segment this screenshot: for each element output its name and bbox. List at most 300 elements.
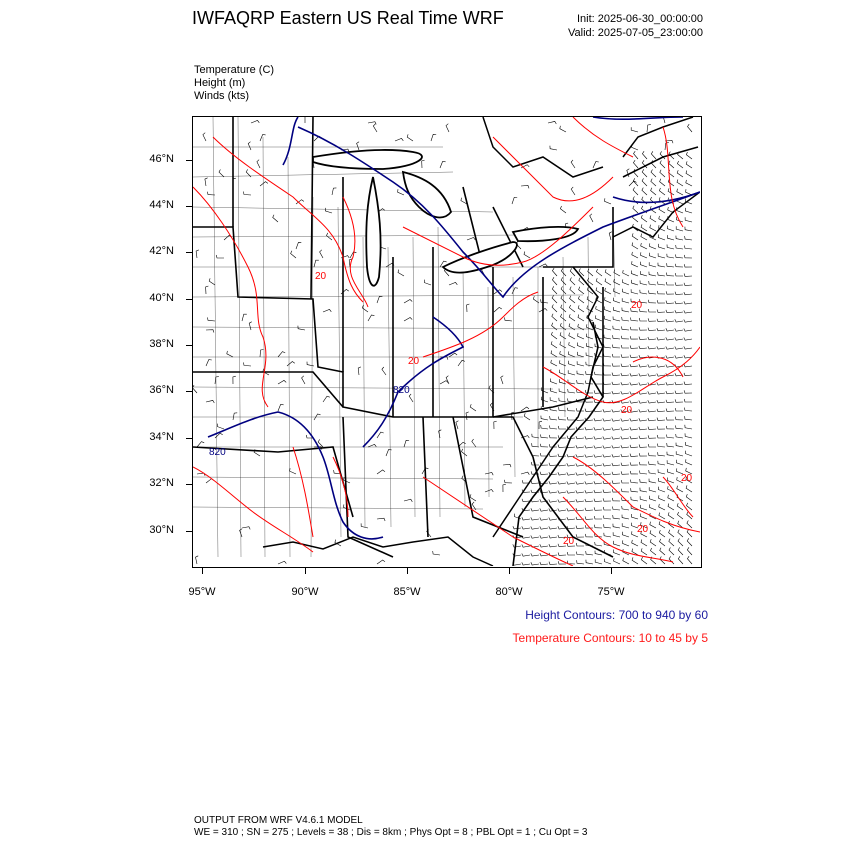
wind-barb — [531, 562, 539, 565]
wind-barb — [677, 180, 683, 187]
wind-barb — [659, 513, 665, 519]
wind-barb — [549, 518, 557, 521]
wind-barb — [685, 433, 692, 438]
wind-barb — [549, 562, 557, 565]
wind-barb — [503, 464, 511, 467]
wind-barb — [585, 490, 593, 493]
wind-barb — [658, 272, 665, 276]
wind-barb — [630, 471, 638, 474]
wind-barb — [540, 518, 548, 521]
wind-barb — [630, 480, 638, 483]
wind-barb — [612, 428, 620, 431]
wind-barb — [531, 527, 539, 530]
wind-barb — [687, 521, 692, 529]
wind-barb — [660, 179, 665, 186]
wind-barb — [576, 482, 584, 485]
wind-barb — [648, 400, 656, 403]
wind-barb — [568, 370, 575, 375]
wind-barb — [641, 234, 647, 240]
wind-barb — [621, 471, 629, 474]
wind-barb — [505, 317, 513, 321]
wind-barb — [658, 282, 666, 286]
wind-barb — [649, 281, 656, 285]
wind-barb — [612, 481, 620, 484]
wind-barb — [540, 562, 548, 565]
wind-barb — [630, 427, 638, 430]
wind-barb — [622, 326, 630, 330]
wind-barb — [675, 292, 683, 295]
wind-barb — [684, 264, 692, 267]
county-lines — [193, 117, 615, 557]
wind-barb — [567, 491, 575, 494]
wind-barb — [622, 523, 629, 528]
temp-label: 20 — [408, 356, 420, 367]
wind-barb — [649, 262, 656, 267]
wind-barb — [550, 426, 558, 430]
wind-barb — [576, 534, 584, 537]
wind-barb — [631, 497, 638, 501]
wind-barb — [596, 315, 603, 321]
wind-barb — [658, 461, 665, 465]
wind-barb — [642, 178, 647, 186]
wind-barb — [585, 445, 593, 448]
lon-label-90w: 90°W — [291, 586, 319, 598]
wind-barb — [558, 509, 566, 512]
wind-barb — [596, 278, 602, 285]
wind-barb — [549, 544, 557, 547]
wind-barb — [531, 517, 539, 520]
wind-barb — [585, 508, 593, 511]
lat-tick — [186, 299, 192, 300]
wind-barb — [382, 367, 386, 375]
wind-barb — [594, 436, 602, 439]
wind-barb — [604, 533, 611, 537]
wind-barb — [560, 332, 566, 339]
wind-barb — [684, 301, 692, 304]
lat-label-38n: 38°N — [149, 338, 174, 350]
wind-barb — [621, 436, 629, 439]
wind-barb — [669, 530, 674, 537]
wind-barb — [552, 286, 557, 294]
wind-barb — [541, 434, 549, 438]
wind-barb — [613, 326, 620, 330]
wind-barb — [648, 328, 656, 331]
wind-barb — [373, 124, 377, 132]
wind-barb — [640, 290, 647, 294]
wind-barb — [404, 440, 409, 447]
wind-barb — [585, 473, 593, 476]
wind-barb — [621, 391, 629, 394]
wind-barb — [521, 186, 529, 189]
wind-barb — [577, 371, 584, 375]
wind-barb — [657, 382, 665, 385]
lat-tick — [186, 160, 192, 161]
wind-barb — [686, 459, 692, 465]
wind-barb — [676, 451, 683, 456]
wind-barb — [660, 161, 665, 169]
wind-barb — [631, 488, 638, 492]
lat-label-46n: 46°N — [149, 153, 174, 165]
wind-barb — [605, 288, 611, 294]
wind-barb — [649, 479, 656, 483]
wind-barb — [576, 499, 584, 502]
wind-barb — [585, 499, 593, 502]
wind-barb — [594, 499, 602, 502]
wind-barb — [260, 182, 268, 186]
wind-barb — [650, 539, 656, 546]
model-info — [194, 815, 587, 839]
wind-barb — [684, 382, 692, 385]
wind-barb — [296, 242, 301, 249]
wind-barb — [560, 351, 566, 357]
wind-barb — [552, 277, 557, 285]
wind-barb — [613, 515, 620, 519]
wind-barb — [684, 292, 692, 295]
wind-barb — [485, 490, 493, 493]
wind-barb — [651, 188, 656, 195]
wind-barb — [649, 487, 656, 492]
wind-barb — [621, 345, 629, 348]
wind-barb — [630, 364, 638, 367]
wind-barb — [686, 494, 692, 501]
wind-barb — [657, 346, 665, 349]
wind-barb — [657, 426, 665, 429]
wind-barb — [273, 215, 278, 222]
wind-barb — [357, 142, 360, 150]
wind-barb — [675, 328, 683, 331]
wind-barb — [612, 373, 620, 376]
wind-barb — [550, 397, 557, 402]
wind-barb — [590, 214, 593, 222]
wind-barb — [522, 554, 530, 557]
wind-barb — [676, 254, 684, 258]
wind-barb — [675, 382, 683, 385]
wind-barb — [675, 273, 683, 276]
wind-barb — [595, 542, 602, 546]
wind-barb — [323, 309, 331, 312]
wind-barb — [657, 391, 665, 394]
wind-barb — [209, 278, 215, 285]
plot-title: IWFAQRP Eastern US Real Time WRF — [192, 8, 504, 28]
wind-barb — [594, 372, 602, 375]
wind-barb — [567, 463, 575, 466]
wind-barb — [688, 124, 693, 132]
wind-barb — [567, 552, 575, 555]
wind-barb — [660, 548, 665, 555]
wind-barb — [422, 160, 425, 168]
wind-barb — [567, 417, 575, 420]
wind-barb — [675, 301, 683, 304]
wind-barb — [621, 382, 629, 385]
wind-barb — [649, 253, 656, 258]
wind-barb — [216, 255, 224, 258]
wind-barb — [540, 508, 548, 511]
wind-barb — [395, 138, 403, 141]
wind-barb — [660, 170, 665, 177]
wind-barb — [685, 425, 692, 429]
wind-barb — [648, 374, 656, 377]
wind-barb — [242, 314, 247, 321]
wind-barb — [613, 335, 620, 339]
wind-barb — [676, 226, 683, 231]
wind-barb — [657, 365, 665, 368]
wind-barb — [677, 503, 683, 510]
wind-barb — [640, 262, 647, 267]
wind-barb — [613, 298, 620, 303]
wind-barb — [657, 291, 665, 294]
wind-barb — [659, 188, 665, 195]
wind-barb — [386, 450, 392, 457]
wind-barb — [446, 124, 449, 132]
wind-barb — [567, 482, 575, 485]
wind-barb — [658, 235, 665, 241]
wind-barb — [206, 330, 214, 333]
wind-barb — [666, 417, 674, 420]
wind-barb — [227, 351, 233, 357]
wind-barb — [278, 352, 285, 357]
wind-barb — [657, 400, 665, 403]
lat-tick — [186, 391, 192, 392]
wind-barb — [613, 307, 620, 312]
wind-barb — [623, 279, 630, 285]
wind-barb — [233, 413, 237, 420]
wind-barb — [603, 409, 611, 412]
wind-barb — [666, 337, 674, 340]
wind-barb — [649, 290, 657, 294]
wind-barb — [559, 370, 566, 375]
lon-tick — [611, 568, 612, 574]
wind-barb — [552, 295, 557, 303]
wind-barb — [630, 462, 638, 465]
wind-barb — [667, 263, 674, 267]
wind-barb — [577, 361, 584, 366]
wind-barb — [641, 243, 647, 249]
weather-map — [192, 116, 702, 568]
wind-barb — [594, 516, 602, 519]
wind-barb — [587, 296, 593, 303]
wind-barb — [648, 444, 656, 447]
wind-barb — [552, 314, 557, 321]
wind-barb — [684, 329, 692, 332]
wind-barb — [512, 197, 517, 204]
wind-barb — [659, 495, 665, 501]
wind-barb — [666, 409, 674, 412]
wind-barb — [612, 472, 620, 475]
wind-barb — [640, 488, 647, 492]
wind-barb — [678, 556, 683, 564]
wind-barb — [576, 445, 584, 448]
wind-barb — [686, 189, 692, 195]
wind-barb — [585, 534, 593, 537]
wind-barb — [658, 487, 665, 492]
wind-barb — [603, 391, 611, 394]
wind-barb — [585, 427, 593, 430]
wind-barb — [666, 282, 674, 285]
wind-barb — [576, 473, 584, 476]
wind-barb — [603, 507, 611, 510]
wind-barb — [361, 523, 368, 528]
wind-barb — [504, 480, 512, 483]
wind-barb — [377, 470, 385, 474]
wind-barb — [668, 512, 674, 519]
lat-label-42n: 42°N — [149, 245, 174, 257]
wind-barb — [540, 527, 548, 530]
wind-barb — [621, 463, 629, 466]
wind-barb — [631, 127, 638, 132]
wind-barb — [594, 525, 602, 528]
lon-label-95w: 95°W — [188, 586, 216, 598]
wind-barb — [666, 273, 674, 276]
wind-barb — [569, 351, 576, 357]
wind-barb — [578, 305, 584, 312]
wind-barb — [605, 198, 612, 204]
wind-barb — [684, 373, 692, 376]
wind-barb — [657, 418, 665, 421]
wind-barb — [260, 350, 264, 358]
wind-barb — [659, 216, 665, 222]
wind-barb — [603, 498, 611, 501]
wind-barb — [586, 551, 593, 555]
wind-barb — [251, 120, 259, 123]
wind-barb — [650, 530, 656, 537]
lat-label-36n: 36°N — [149, 384, 174, 396]
wind-barb — [648, 418, 656, 421]
lon-label-80w: 80°W — [495, 586, 523, 598]
wind-barb — [621, 336, 629, 339]
wind-barb — [651, 170, 656, 178]
wind-barb — [659, 530, 665, 537]
wind-barb — [678, 539, 683, 547]
height-contours — [208, 117, 700, 539]
wind-barb — [675, 310, 683, 313]
wind-barb — [621, 354, 629, 357]
wind-barb — [219, 170, 224, 178]
wind-barb — [621, 427, 629, 430]
wind-barb — [667, 235, 674, 240]
wind-barb — [632, 540, 638, 546]
wind-barb — [641, 252, 648, 258]
wind-barb — [561, 314, 567, 321]
wind-barb — [687, 556, 692, 564]
wind-barb — [551, 351, 557, 358]
wind-barb — [549, 463, 557, 466]
wind-barb — [648, 409, 656, 412]
wind-barb — [552, 268, 557, 276]
wind-barb — [622, 308, 629, 312]
wind-barb — [550, 146, 557, 150]
wind-barb — [622, 506, 629, 510]
wind-barb — [666, 319, 674, 322]
lon-label-75w: 75°W — [597, 586, 625, 598]
wind-barb — [586, 362, 593, 366]
wind-barb — [657, 444, 665, 447]
wind-barb — [196, 556, 199, 564]
wind-barb — [648, 337, 656, 340]
wind-barb — [614, 558, 620, 564]
wind-barb — [648, 309, 656, 312]
wind-barb — [648, 318, 656, 321]
temperature-contours — [193, 117, 700, 566]
wind-barb — [550, 416, 557, 420]
wind-barb — [666, 382, 674, 385]
wind-barb — [552, 305, 557, 313]
wind-barb — [675, 355, 683, 358]
wind-barb — [594, 481, 602, 484]
wind-barb — [551, 360, 557, 366]
wind-barb — [278, 380, 286, 384]
wind-barb — [531, 481, 539, 484]
wind-barb — [278, 405, 284, 412]
wind-barb — [639, 364, 647, 367]
temp-label: 20 — [637, 524, 649, 535]
wind-barb — [659, 521, 665, 528]
wind-barb — [640, 281, 647, 286]
wind-barb — [398, 270, 404, 276]
wind-barb — [614, 270, 620, 276]
wind-barb — [686, 171, 692, 178]
wind-barb — [567, 454, 575, 457]
wind-barb — [613, 532, 620, 537]
wind-barb — [593, 162, 599, 168]
wind-barb — [567, 472, 575, 475]
wind-barb — [685, 451, 692, 456]
wind-barb — [666, 328, 674, 331]
height-label: 820 — [209, 447, 226, 458]
wind-barb — [669, 539, 674, 546]
wind-barb — [641, 540, 647, 547]
lat-tick — [186, 438, 192, 439]
wind-barb — [595, 325, 602, 330]
wind-barb — [675, 282, 683, 285]
wind-barb — [669, 548, 674, 556]
wind-barb — [446, 376, 449, 384]
wind-barb — [639, 327, 647, 330]
wind-barb — [675, 399, 683, 402]
wind-barb — [685, 227, 692, 231]
wind-barb — [676, 236, 683, 240]
wind-barb — [521, 472, 529, 475]
wind-barb — [658, 469, 665, 474]
wind-barb — [621, 489, 629, 492]
wind-barb — [612, 437, 620, 440]
wind-barb — [206, 360, 212, 366]
wind-barb — [193, 385, 197, 393]
temperature-contour-labels — [315, 271, 693, 547]
wind-barb — [594, 490, 602, 493]
wind-barb — [576, 508, 584, 511]
wind-barb — [522, 499, 530, 502]
wind-barb — [612, 445, 620, 448]
wind-barb — [206, 400, 214, 403]
wind-barb — [612, 363, 620, 366]
wind-barb — [623, 270, 629, 276]
wind-barb — [551, 341, 557, 348]
wind-barb — [549, 435, 557, 438]
wind-barb — [522, 562, 530, 565]
wind-barb — [686, 485, 692, 492]
lon-label-85w: 85°W — [393, 586, 421, 598]
wind-barb — [604, 307, 611, 313]
wind-barb — [684, 346, 692, 349]
wind-barb — [314, 260, 319, 267]
wind-barb — [596, 306, 602, 312]
wind-barb — [585, 399, 593, 402]
wind-barb — [605, 279, 611, 286]
wind-barb — [594, 463, 602, 466]
wind-barb — [614, 550, 621, 556]
wind-barb — [548, 121, 556, 124]
wind-barb — [623, 540, 630, 546]
